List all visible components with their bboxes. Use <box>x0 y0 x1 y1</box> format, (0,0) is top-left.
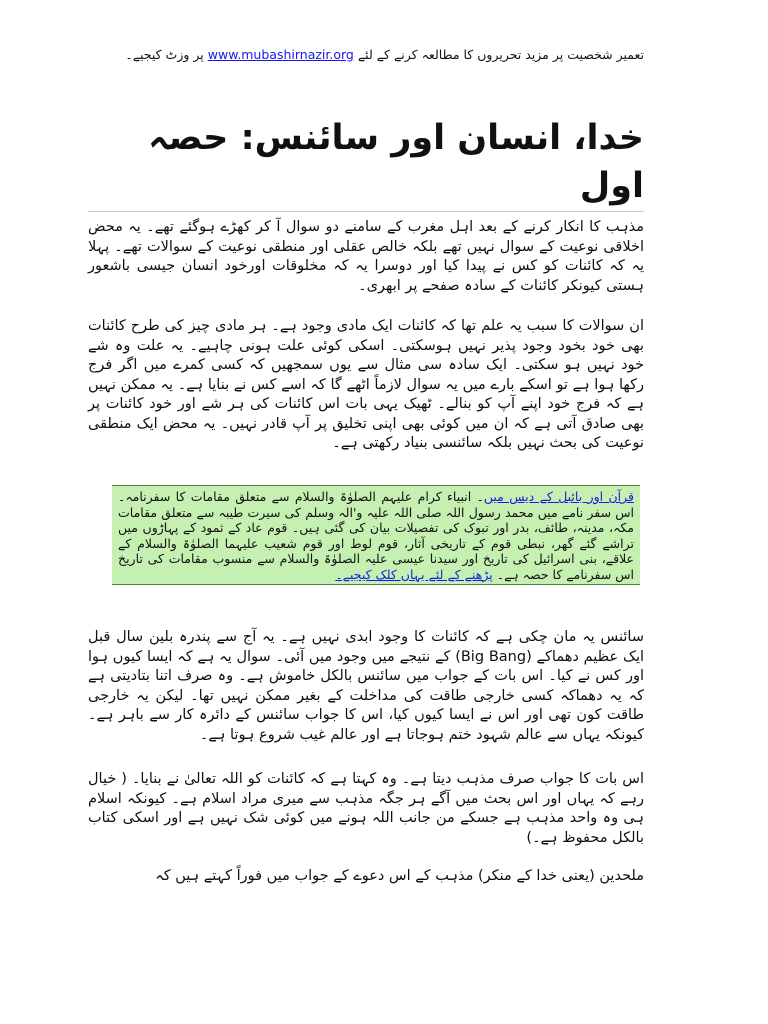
paragraph-1: مذہب کا انکار کرنے کے بعد اہل مغرب کے سامنے دو سوال آ کر کھڑے ہوگئے تھے۔ یہ محض اخلاقی نوعیت کے سوال نہیں تھے بلکہ خالص عقلی اور منطقی نوعیت کے سوالات تھے۔ پہلا یہ کہ کائنات کو کس نے پیدا کیا اور دوسرا یہ کہ مخلوقات اورخود انسان جیسی باشعور ہستی کیونکر کائنات کے سادہ صفحے پر ابھری۔ <box>88 219 644 294</box>
paragraph-5: ملحدین (یعنی خدا کے منکر) مذہب کے اس دعوے کے جواب میں فوراً کہتے ہیں کہ <box>155 868 644 884</box>
paragraph-4: اس بات کا جواب صرف مذہب دیتا ہے۔ وہ کہتا ہے کہ کائنات کو اللہ تعالیٰ نے بنایا۔ ( خیال رہے کہ یہاں اور اس بحث میں آگے ہر جگہ مذہب سے میری مراد اسلام ہے۔ کیونکہ اسلام ہی وہ واحد مذہب ہے جسکے من جانب اللہ ہونے میں کوئی شک نہیں ہے اور اسکی کتاب بالکل محفوظ ہے۔) <box>88 771 644 846</box>
article-title: خدا، انسان اور سائنس: حصہ اول <box>148 118 644 206</box>
paragraph-3: سائنس یہ مان چکی ہے کہ کائنات کا وجود ابدی نہیں ہے۔ یہ آج سے پندرہ بلین سال قبل ایک عظیم دھماکے (Big Bang) کے نتیجے میں وجود میں آئی۔ سوال یہ ہے کہ ایسا کیوں ہوا اور کس نے کیا۔ اس بات کے جواب میں سائنس بالکل خاموش ہے۔ وہ صرف اتنا بتادیتی ہے کہ یہ دھماکہ کسی خارجی طاقت کی مداخلت کے بغیر ممکن نہیں تھا۔ لیکن یہ خارجی طاقت کون تھی اور اس نے ایسا کیوں کیا، اس کا جواب سائنس کے دائرہ کار سے باہر ہے۔ کیونکہ یہاں سے عالم شہود ختم ہوجاتا ہے اور عالم غیب شروع ہوتا ہے۔ <box>88 629 645 743</box>
paragraph-2: ان سوالات کا سبب یہ علم تھا کہ کائنات ایک مادی وجود ہے۔ ہر مادی چیز کی طرح کائنات بھی خود بخود وجود پذیر نہیں ہوسکتی۔ اسکی کوئی علت ہونی چاہیے۔ یہ علت وہ شے خود نہیں ہو سکتی۔ ایک سادہ سی مثال سے یوں سمجھیں کہ کسی کمرے میں اگر فرج رکھا ہوا ہے تو اسکے بارے میں یہ سوال لازماً اٹھے گا کہ اسے کس نے بنایا ہے۔ یہ ممکن نہیں ہے کہ فرج خود اپنے آپ کو بنالے۔ ٹھیک یہی بات اس کائنات کی ہر شے اور خود کائنات پر بھی صادق آتی ہے کہ ان میں کوئی بھی اپنی تخلیق پر آپ قادر نہیں۔ یہ محض ایک منطقی نوعیت کی بحث نہیں بلکہ سائنسی بنیاد رکھتی ہے۔ <box>88 318 644 451</box>
header-note-suffix: پر وزٹ کیجیے۔ <box>125 47 204 62</box>
title-divider <box>88 211 644 212</box>
header-note-text: تعمیر شخصیت پر مزید تحریروں کا مطالعہ کرنے کے لئے <box>357 47 644 62</box>
header-note <box>88 46 644 63</box>
promo-cta-link[interactable]: پڑھنے کے لئے یہاں کلک کیجیے۔ <box>335 566 493 582</box>
promo-box <box>112 485 640 585</box>
promo-body: ۔ انبیاء کرام علیہم الصلوٰۃ والسلام سے متعلق مقامات کا سفرنامہ۔ اس سفر نامے میں محمد رسول اللہ صلی اللہ علیہ و'الہ وسلم کی سیرت طیبہ سے متعلق مقامات مکہ، مدینہ، طائف، بدر اور تبوک کی تفصیلات بیان کی گئی ہیں۔ قوم عاد کے ثمود کے پہاڑوں میں تراشے گئے گھر، نبطی قوم کے تاریخی آثار، قوم لوط اور قوم شعیب علیہما الصلوٰۃ والسلام کے علاقے، بنی اسرائیل کی تاریخ اور سیدنا عیسی علیہ الصلوٰۃ والسلام سے منسوب مقامات کی تاریخ اس سفرنامے کا حصہ ہے۔ <box>118 489 634 582</box>
promo-link[interactable]: قرآن اور بائبل کے دیس میں <box>483 489 634 504</box>
website-link[interactable]: www.mubashirnazir.org <box>207 47 354 62</box>
